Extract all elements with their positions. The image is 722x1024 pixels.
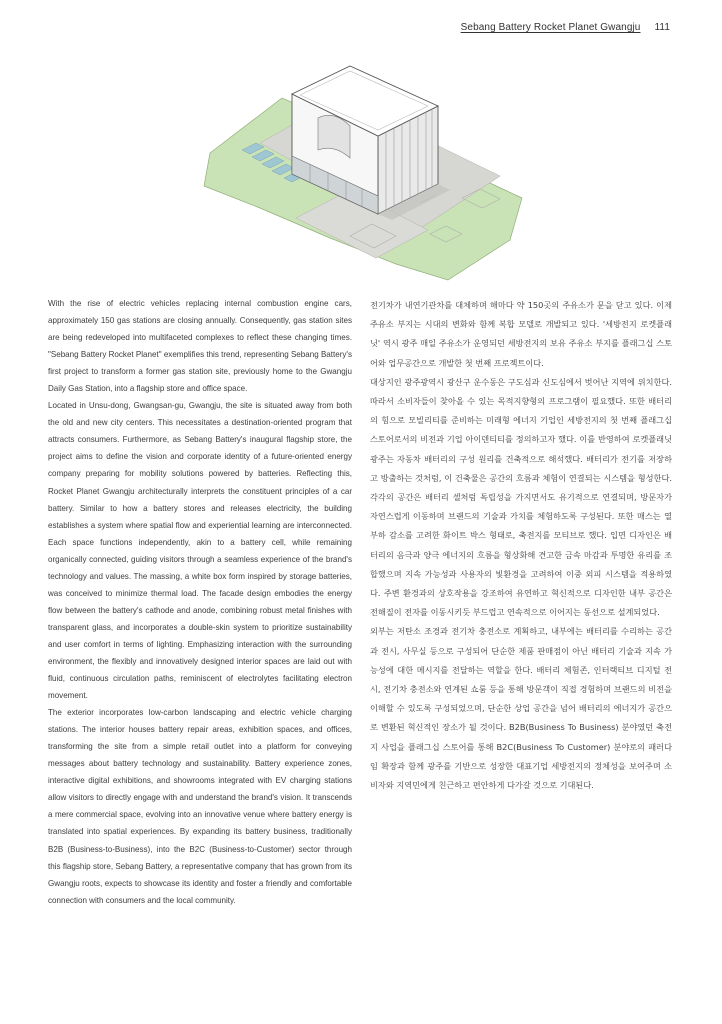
korean-paragraph-1: 전기차가 내연기관차를 대체하며 해마다 약 150곳의 주유소가 문을 닫고 있다. 이제 주유소 부지는 시대의 변화와 함께 복합 모델로 개발되고 있다. '세방전지 로켓플래닛' 역시 광주 매일 주유소가 운영되던 세방전지의 보유 주유소 부지를 플래그십 스토어와 업무공간으로 개발한 첫 번째 프로젝트이다. bbox=[370, 300, 672, 368]
english-paragraph-2: Located in Unsu-dong, Gwangsan-gu, Gwangju, the site is situated away from both the old and new city centers. This necessitates a destination-oriented program that attracts consumers. Furthermore, as Sebang Battery's inaugural flagship store, the project aims to define the vision and corporate identity of a future-oriented energy company preparing for mobility solutions powered by batteries. Reflecting this, Rocket Planet Gwangju architecturally interprets the constituent principles of a car battery. Similar to how a battery stores and releases electricity, the building establishes a system where spatial flow and experiential learning are interconnected. Each space functions independently, akin to a battery cell, while remaining organically connected, guiding visitors through a seamless experience of the brand's technology and values. The massing, a white box form inspired by storage batteries, was conceived to minimize thermal load. The facade design embodies the energy flow between the battery's cathode and anode, combining robust metal finishes with transparent glass, and incorporates a double-skin system to prioritize sustainability and user comfort in terms of lighting. Emphasizing interaction with the surrounding environment, the flexibly and innovatively designed interior spaces are laid out with fluid, continuous circulation paths, reminiscent of electrolytes facilitating electron movement. bbox=[48, 401, 352, 701]
english-paragraph-1: With the rise of electric vehicles replacing internal combustion engine cars, approximately 150 gas stations are closing annually. Consequently, gas station sites are being redeveloped into multifaceted complexes to reflect these changing times. "Sebang Battery Rocket Planet" exemplifies this trend, representing Sebang Battery's first project to transform a former gas station site, previously home to the Gwangju Daily Gas Station, into a flagship store and office space. bbox=[48, 299, 352, 394]
isometric-building-site-illustration bbox=[200, 58, 530, 290]
english-text-column bbox=[48, 295, 352, 909]
korean-paragraph-2: 대상지인 광주광역시 광산구 운수동은 구도심과 신도심에서 벗어난 지역에 위치한다. 따라서 소비자들이 찾아올 수 있는 목적지향형의 프로그램이 필요했다. 또한 배터리의 힘으로 모빌리티를 준비하는 미래형 에너지 기업인 세방전지의 첫 번째 플래그십 스토어로서의 비전과 기업 아이덴티티를 정의하고자 했다. 이를 반영하여 로켓플래닛 광주는 자동차 배터리의 구성 원리를 건축적으로 해석했다. 배터리가 전기를 저장하고 방출하는 것처럼, 이 건축물은 공간의 흐름과 체험이 연결되는 시스템을 형성한다. 각각의 공간은 배터리 셀처럼 독립성을 가지면서도 유기적으로 연결되며, 방문자가 자연스럽게 이동하며 브랜드의 기술과 가치를 체험하도록 구성된다. 또한 매스는 열부하 감소를 고려한 화이트 박스 형태로, 축전지를 모티브로 했다. 입면 디자인은 배터리의 음극과 양극 에너지의 흐름을 형상화해 견고한 금속 마감과 투명한 유리를 조합했으며 지속 가능성과 사용자의 빛환경을 고려하여 이중 외피 시스템을 적용하였다. 주변 환경과의 상호작용을 강조하여 유연하고 혁신적으로 디자인한 내부 공간은 전해질이 전자를 이동시키듯 부드럽고 연속적으로 이어지는 동선으로 설계되었다. bbox=[370, 376, 672, 618]
korean-text-column bbox=[370, 296, 672, 795]
english-paragraph-3: The exterior incorporates low-carbon landscaping and electric vehicle charging stations. The interior houses battery repair areas, exhibition spaces, and offices, transforming the site from a simple retail outlet into a platform for conveying messages about battery technology and sustainability. Battery experience zones, interactive digital exhibitions, and showrooms integrated with EV charging stations allow visitors to directly engage with and understand the brand's vision. It transcends a mere commercial space, evolving into an innovative venue where battery energy is translated into spatial experiences. By expanding its battery business, traditionally B2B (Business-to-Business), into the B2C (Business-to-Customer) sector through this flagship store, Sebang Battery, a representative company that has grown from its Gwangju roots, expects to showcase its identity and foster a friendly and comfortable connection with consumers and the local community. bbox=[48, 708, 352, 905]
page-header bbox=[461, 22, 670, 33]
page-number: 111 bbox=[654, 22, 670, 33]
korean-paragraph-3: 외부는 저탄소 조경과 전기차 충전소로 계획하고, 내부에는 배터리를 수리하는 공간과 전시, 사무실 등으로 구성되어 단순한 제품 판매점이 아닌 배터리 기술과 지속 가능성에 대한 메시지를 전달하는 역할을 한다. 배터리 체험존, 인터랙티브 디지털 전시, 전기차 충전소와 연계된 쇼룸 등을 통해 방문객이 직접 경험하며 브랜드의 비전을 이해할 수 있도록 구성되었으며, 단순한 상업 공간을 넘어 배터리의 에너지가 공간으로 변환된 혁신적인 장소가 될 것이다. B2B(Business To Business) 분야였던 축전지 사업을 플래그십 스토어를 통해 B2C(Business To Customer) 분야로의 패러다임 확장과 함께 광주를 기반으로 성장한 대표기업 세방전지의 정체성을 보여주며 소비자와 지역민에게 친근하고 편안하게 다가갈 것으로 기대된다. bbox=[370, 626, 672, 791]
running-title: Sebang Battery Rocket Planet Gwangju bbox=[460, 22, 641, 33]
